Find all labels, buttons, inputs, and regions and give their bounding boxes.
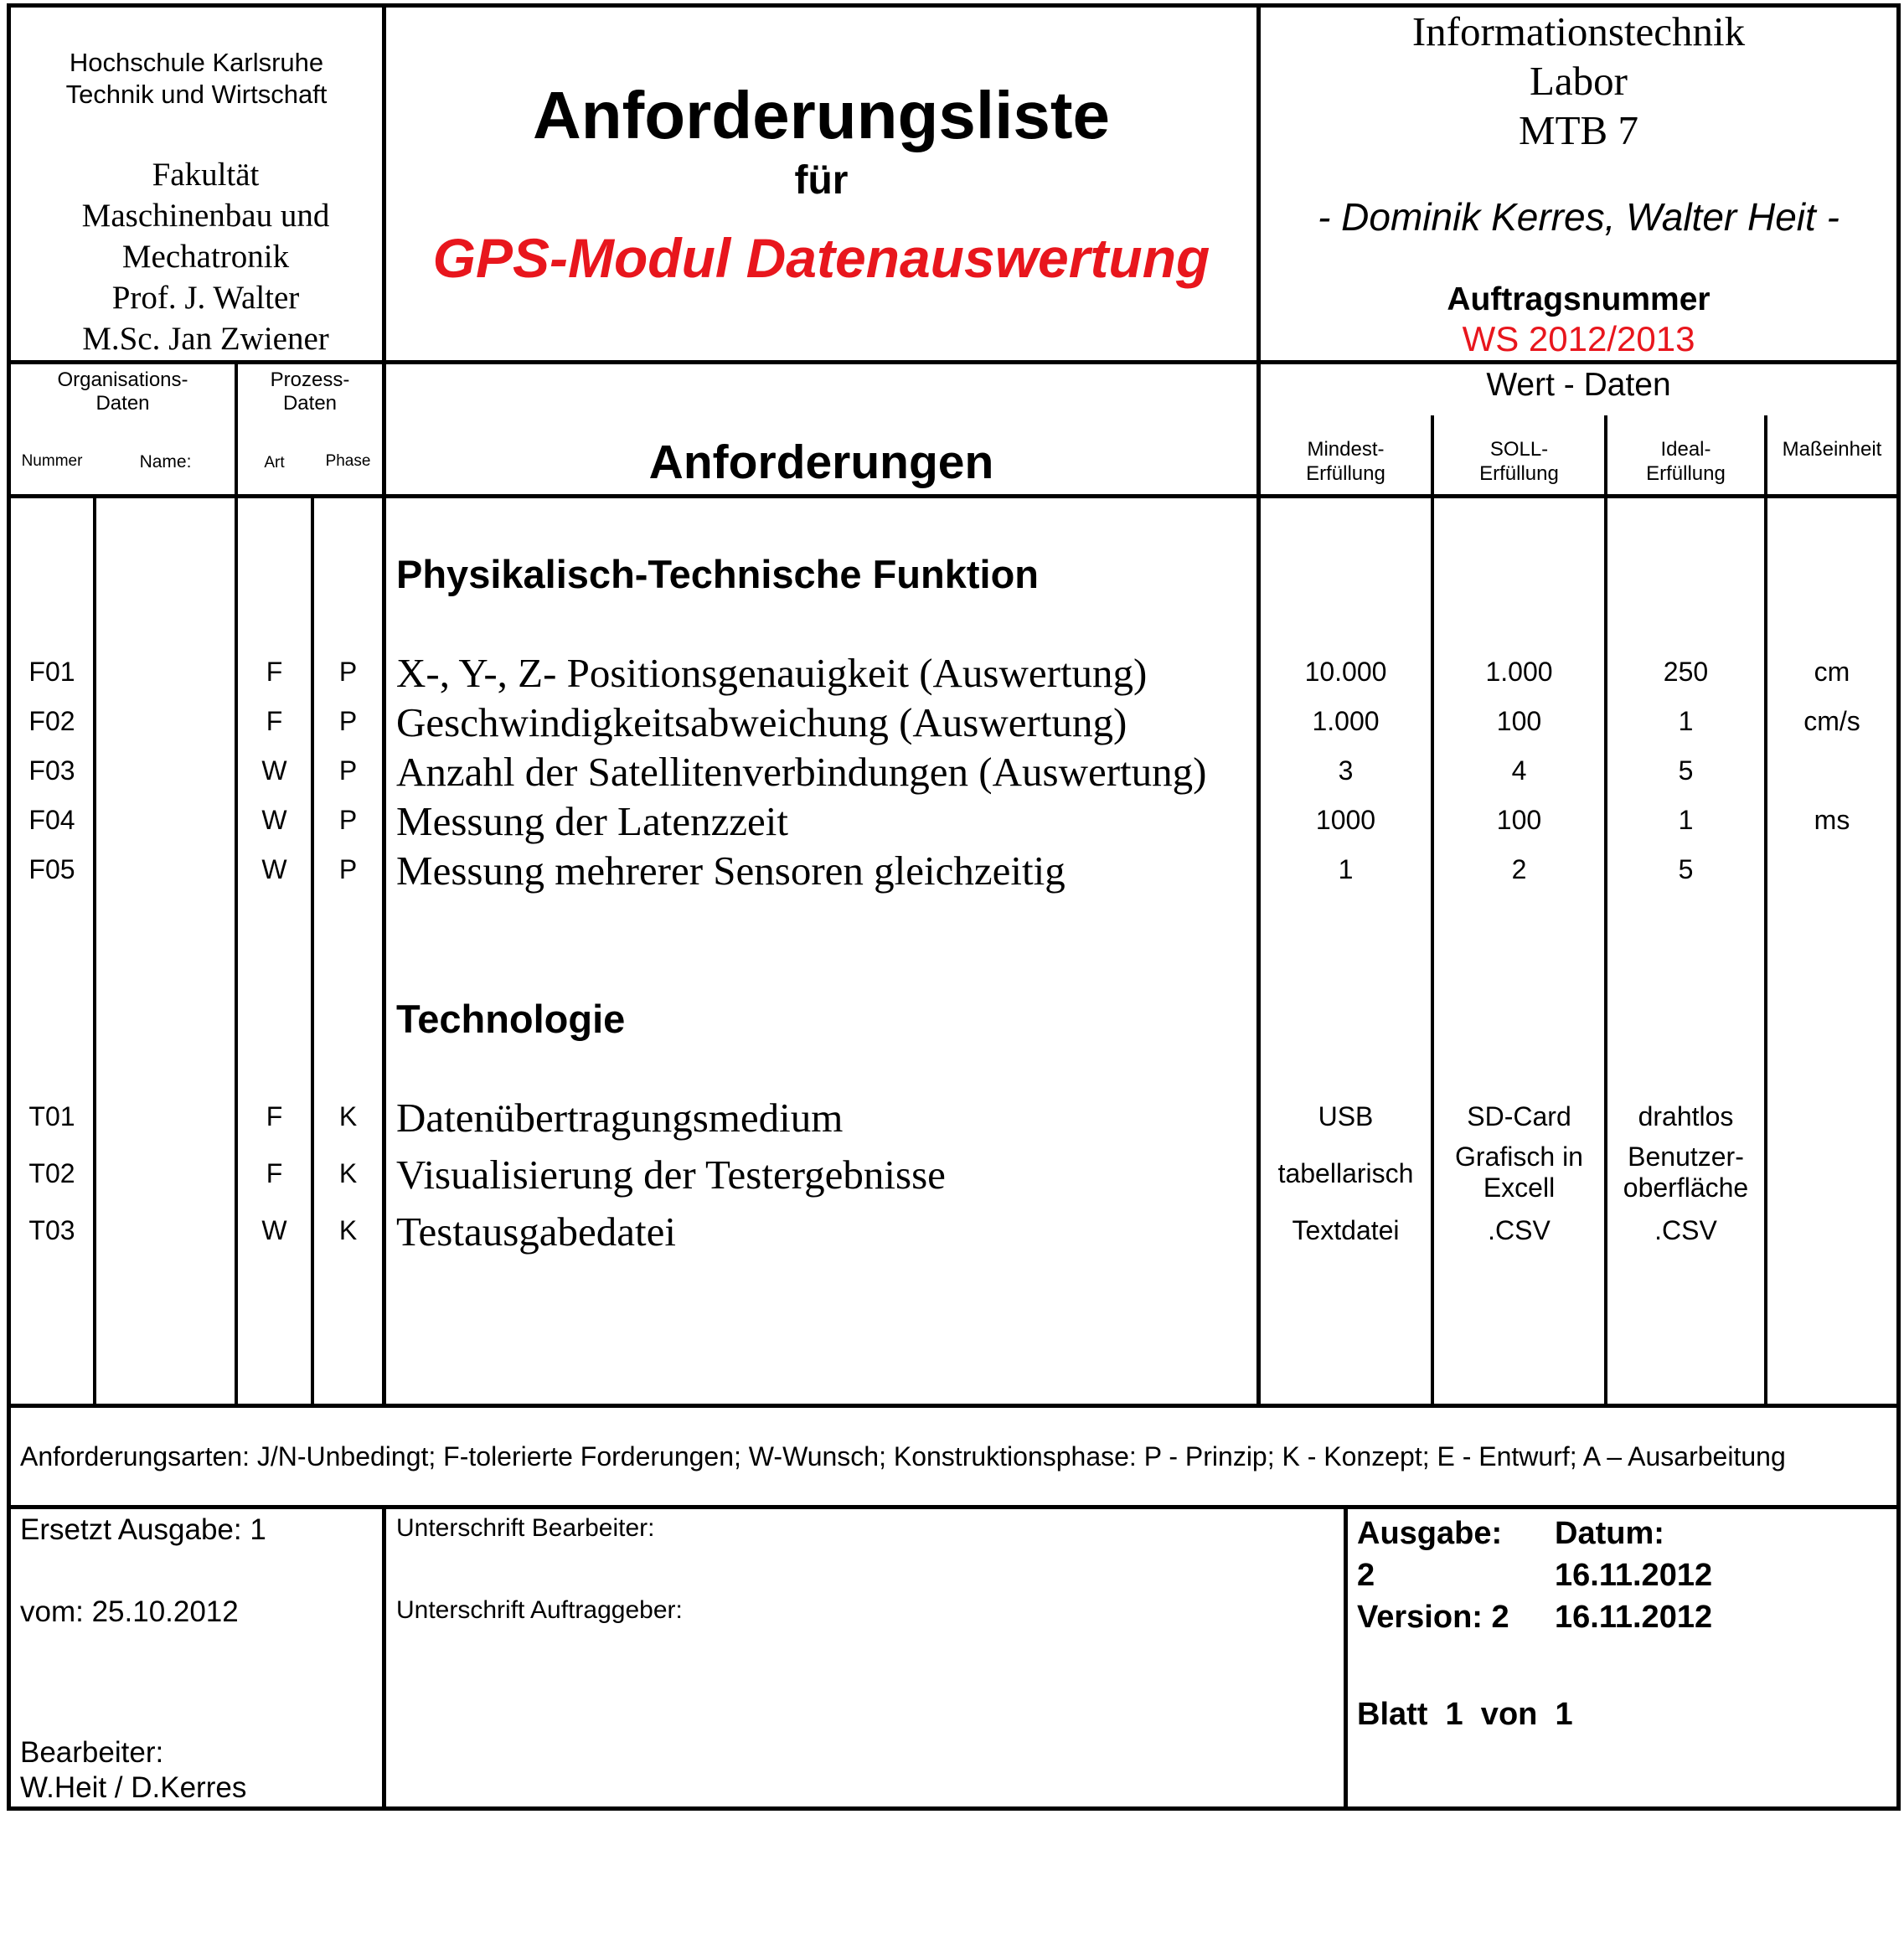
- order-number-label: Auftragsnummer: [1447, 281, 1711, 317]
- row-ideal-line: oberfläche: [1623, 1172, 1749, 1203]
- row-phase: P: [338, 805, 358, 835]
- row-ideal: 5: [1678, 755, 1694, 786]
- row-requirement: Messung mehrerer Sensoren gleichzeitig: [396, 848, 1066, 894]
- title-for: für: [794, 158, 849, 203]
- row-requirement: Datenübertragungsmedium: [396, 1095, 844, 1141]
- row-requirement: Messung der Latenzzeit: [396, 798, 789, 844]
- row-ideal: 1: [1678, 805, 1694, 835]
- row-art: F: [266, 1101, 283, 1131]
- signature-client-label: Unterschrift Auftraggeber:: [396, 1596, 683, 1624]
- row-art: F: [266, 657, 283, 687]
- date-value: 16.11.2012: [1555, 1558, 1713, 1593]
- row-phase: K: [338, 1158, 358, 1188]
- row-requirement: Testausgabedatei: [396, 1209, 676, 1255]
- row-ideal-line: Benutzer-: [1628, 1142, 1744, 1172]
- row-min: 1.000: [1312, 706, 1380, 736]
- row-soll-line: Excell: [1483, 1172, 1556, 1203]
- lab-block: [1261, 7, 1896, 155]
- row-phase: P: [338, 657, 358, 687]
- section-title-physical: Physikalisch-Technische Funktion: [396, 552, 1039, 596]
- row-unit: cm/s: [1803, 706, 1860, 736]
- row-requirement: X-, Y-, Z- Positionsgenauigkeit (Auswertung): [396, 650, 1148, 696]
- issue-label: Ausgabe:: [1357, 1516, 1503, 1551]
- faculty-line: Mechatronik: [121, 239, 290, 275]
- org-data-group-header: [11, 368, 235, 415]
- column-art: Art: [264, 454, 285, 472]
- row-min: 3: [1338, 755, 1354, 786]
- column-requirements: Anforderungen: [648, 436, 994, 489]
- row-min: 1000: [1315, 805, 1376, 835]
- row-soll: 100: [1496, 805, 1542, 835]
- row-soll: .CSV: [1488, 1215, 1551, 1245]
- row-phase: P: [338, 755, 358, 786]
- row-soll: 2: [1511, 854, 1527, 884]
- column-name: Name:: [139, 452, 192, 472]
- column-soll-line: Erfüllung: [1479, 462, 1559, 485]
- column-min-fulfillment: [1261, 437, 1431, 486]
- lab-line: Labor: [1530, 58, 1628, 104]
- row-ideal: 5: [1678, 854, 1694, 884]
- process-data-group-header: [238, 368, 382, 415]
- row-unit: ms: [1814, 805, 1850, 835]
- row-art: F: [266, 706, 283, 736]
- row-ideal: 250: [1663, 657, 1709, 687]
- column-unit: Maßeinheit: [1782, 438, 1882, 461]
- row-number: F03: [28, 755, 75, 786]
- row-number: F01: [28, 657, 75, 687]
- institution-block: [11, 47, 382, 111]
- process-data-line: Prozess-: [270, 368, 350, 391]
- project-title: GPS-Modul Datenauswertung: [432, 227, 1210, 289]
- row-soll: SD-Card: [1467, 1101, 1571, 1131]
- row-art: W: [261, 805, 287, 835]
- institution-subtitle: Technik und Wirtschaft: [65, 80, 328, 109]
- row-soll: 100: [1496, 706, 1542, 736]
- faculty-block: [11, 154, 400, 359]
- column-number: Nummer: [21, 452, 83, 470]
- row-requirement: Anzahl der Satellitenverbindungen (Auswertung): [396, 749, 1207, 795]
- row-art: W: [261, 1215, 287, 1245]
- column-ideal-line: Ideal-: [1660, 438, 1711, 461]
- org-data-line: Organisations-: [57, 368, 188, 391]
- row-phase: K: [338, 1215, 358, 1245]
- row-requirement: Visualisierung der Testergebnisse: [396, 1152, 946, 1198]
- row-art: W: [261, 854, 287, 884]
- row-number: F04: [28, 805, 75, 835]
- column-soll-fulfillment: [1434, 437, 1604, 486]
- column-min-line: Erfüllung: [1306, 462, 1385, 485]
- column-ideal-fulfillment: [1607, 437, 1764, 486]
- column-min-line: Mindest-: [1307, 438, 1385, 461]
- row-min: USB: [1318, 1101, 1374, 1131]
- row-phase: P: [338, 854, 358, 884]
- signature-editor-label: Unterschrift Bearbeiter:: [396, 1514, 655, 1542]
- issue-value: 2: [1357, 1558, 1375, 1593]
- sheet-number: Blatt 1 von 1: [1357, 1697, 1573, 1732]
- row-number: F02: [28, 706, 75, 736]
- replaces-date: vom: 25.10.2012: [20, 1595, 239, 1628]
- editor-names: W.Heit / D.Kerres: [20, 1771, 247, 1804]
- lab-line: MTB 7: [1519, 107, 1638, 153]
- replaces-issue: Ersetzt Ausgabe: 1: [20, 1513, 266, 1546]
- section-title-technology: Technologie: [396, 997, 626, 1041]
- row-phase: K: [338, 1101, 358, 1131]
- column-phase: Phase: [325, 452, 371, 470]
- editor-label: Bearbeiter:: [20, 1736, 164, 1769]
- row-min: Textdatei: [1292, 1215, 1400, 1245]
- institution-name: Hochschule Karlsruhe: [69, 48, 324, 77]
- row-requirement: Geschwindigkeitsabweichung (Auswertung): [396, 699, 1127, 745]
- column-ideal-line: Erfüllung: [1646, 462, 1726, 485]
- process-data-line: Daten: [282, 392, 338, 415]
- row-phase: P: [338, 706, 358, 736]
- version-date: 16.11.2012: [1555, 1600, 1713, 1635]
- row-ideal: 1: [1678, 706, 1694, 736]
- row-min: 10.000: [1304, 657, 1387, 687]
- row-ideal: drahtlos: [1638, 1101, 1734, 1131]
- row-art: F: [266, 1158, 283, 1188]
- document-title: Anforderungsliste: [533, 78, 1110, 152]
- row-number: F05: [28, 854, 75, 884]
- row-unit: cm: [1814, 657, 1850, 687]
- faculty-line: Prof. J. Walter: [111, 280, 300, 316]
- row-soll: 4: [1511, 755, 1527, 786]
- faculty-line: M.Sc. Jan Zwiener: [82, 321, 329, 357]
- row-soll: [1434, 1142, 1604, 1203]
- faculty-line: Fakultät: [152, 157, 260, 193]
- legend: Anforderungsarten: J/N-Unbedingt; F-tolerierte Forderungen; W-Wunsch; Konstruktionsphase: P - Prinzip; K - Konzept; E - Entwurf; A – Ausarbeitung: [20, 1441, 1786, 1471]
- column-soll-line: SOLL-: [1489, 438, 1549, 461]
- version-label: Version: 2: [1357, 1600, 1509, 1635]
- row-number: T02: [28, 1158, 75, 1188]
- row-min: 1: [1338, 854, 1354, 884]
- lab-line: Informationstechnik: [1411, 8, 1746, 54]
- row-min: tabellarisch: [1277, 1158, 1414, 1188]
- row-soll-line: Grafisch in: [1455, 1142, 1583, 1172]
- row-number: T03: [28, 1215, 75, 1245]
- date-label: Datum:: [1555, 1516, 1664, 1551]
- value-data-group-header: Wert - Daten: [1486, 367, 1671, 403]
- row-number: T01: [28, 1101, 75, 1131]
- row-ideal: .CSV: [1654, 1215, 1717, 1245]
- row-ideal: [1607, 1142, 1764, 1203]
- org-data-line: Daten: [95, 392, 150, 415]
- authors: - Dominik Kerres, Walter Heit -: [1318, 195, 1840, 239]
- order-number-value: WS 2012/2013: [1462, 319, 1695, 358]
- row-soll: 1.000: [1485, 657, 1553, 687]
- faculty-line: Maschinenbau und: [81, 198, 330, 234]
- row-art: W: [261, 755, 287, 786]
